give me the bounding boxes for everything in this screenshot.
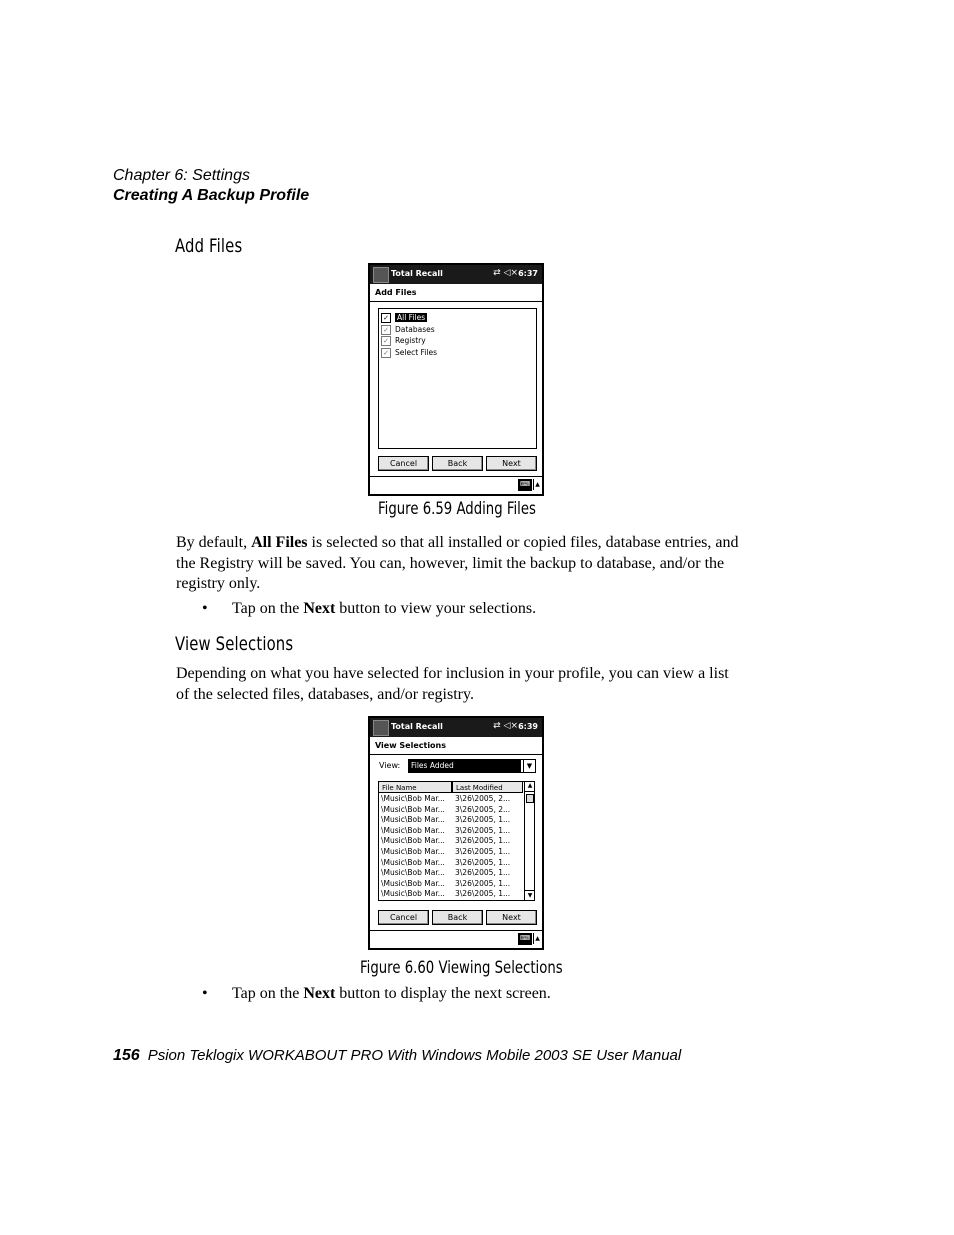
file-name-cell[interactable]: \Music\Bob Mar... xyxy=(381,825,445,835)
checkbox-icon[interactable]: ✓ xyxy=(381,325,391,335)
file-name-cell[interactable]: \Music\Bob Mar... xyxy=(381,847,445,856)
add-files-paragraph: By default, All Files is selected so that all installed or copied files, database entries, and the Registry will be saved. You can, however, limit the backup to database, and/or the registry only. xyxy=(176,534,739,592)
scroll-thumb[interactable] xyxy=(526,794,534,803)
last-modified-cell[interactable]: 3\26\2005, 1... xyxy=(455,889,511,899)
checkbox-icon[interactable]: ✓ xyxy=(381,348,391,358)
back-button[interactable]: Back xyxy=(432,910,483,925)
keyboard-icon[interactable]: ⌨ xyxy=(518,479,532,491)
last-modified-cell[interactable]: 3\26\2005, 1... xyxy=(455,847,511,856)
device-menu-bar xyxy=(370,930,542,948)
last-modified-cell[interactable]: 3\26\2005, 1... xyxy=(455,868,511,878)
checkbox-icon[interactable]: ✓ xyxy=(381,313,391,323)
file-name-cell[interactable]: \Music\Bob Mar... xyxy=(381,794,445,803)
backup-options-list xyxy=(378,308,537,449)
file-name-cell[interactable]: \Music\Bob Mar... xyxy=(381,868,445,878)
back-button[interactable]: Back xyxy=(432,456,483,471)
checkbox-icon[interactable]: ✓ xyxy=(381,336,391,346)
last-modified-cell[interactable]: 3\26\2005, 1... xyxy=(455,857,511,867)
next-button[interactable]: Next xyxy=(486,456,537,471)
view-label: View: xyxy=(379,761,401,770)
chevron-down-icon[interactable]: ▼ xyxy=(523,760,535,772)
scroll-down-icon[interactable]: ▼ xyxy=(525,890,535,901)
option-all-files[interactable]: ✓ All Files xyxy=(379,312,536,324)
screen-heading: View Selections xyxy=(370,737,542,755)
figure-caption-viewing-selections: Figure 6.60 Viewing Selections xyxy=(360,958,563,978)
option-registry[interactable]: ✓ Registry xyxy=(379,335,536,347)
device-title-bar xyxy=(370,718,542,737)
option-databases[interactable]: ✓ Databases xyxy=(379,324,536,336)
arrow-up-icon[interactable]: ▲ xyxy=(533,479,541,490)
page-footer xyxy=(113,1047,681,1065)
view-dropdown[interactable] xyxy=(408,759,536,773)
connectivity-volume-icon[interactable]: ⇄ ◁× xyxy=(493,268,518,278)
column-header-file-name[interactable]: File Name xyxy=(378,781,452,793)
connectivity-volume-icon[interactable]: ⇄ ◁× xyxy=(493,721,518,731)
column-header-last-modified[interactable]: Last Modified xyxy=(452,781,523,793)
last-modified-cell[interactable]: 3\26\2005, 1... xyxy=(455,878,511,888)
last-modified-cell[interactable]: 3\26\2005, 1... xyxy=(455,836,511,846)
file-name-cell[interactable]: \Music\Bob Mar... xyxy=(381,889,445,899)
app-title: Total Recall xyxy=(391,722,443,731)
device-menu-bar xyxy=(370,476,542,494)
file-name-cell[interactable]: \Music\Bob Mar... xyxy=(381,857,445,867)
view-dropdown-value: Files Added xyxy=(409,760,521,772)
last-modified-cell[interactable]: 3\26\2005, 2... xyxy=(455,794,511,803)
scroll-up-icon[interactable]: ▲ xyxy=(525,781,535,792)
view-selections-screenshot xyxy=(368,716,544,950)
view-selections-paragraph: Depending on what you have selected for inclusion in your profile, you can view a list of the selected files, databases, and/or registry. xyxy=(176,665,729,703)
chapter-header: Chapter 6: Settings xyxy=(113,167,250,184)
app-title: Total Recall xyxy=(391,269,443,278)
file-name-cell[interactable]: \Music\Bob Mar... xyxy=(381,878,445,888)
section-header: Creating A Backup Profile xyxy=(113,187,310,204)
windows-start-icon[interactable] xyxy=(373,720,389,736)
last-modified-cell[interactable]: 3\26\2005, 1... xyxy=(455,825,511,835)
view-selections-bullet: Tap on the Next button to display the next screen. xyxy=(232,985,551,1002)
windows-start-icon[interactable] xyxy=(373,267,389,283)
last-modified-cell[interactable]: 3\26\2005, 2... xyxy=(455,804,511,814)
file-name-cell[interactable]: \Music\Bob Mar... xyxy=(381,815,445,825)
cancel-button[interactable]: Cancel xyxy=(378,910,429,925)
next-button[interactable]: Next xyxy=(486,910,537,925)
file-name-cell[interactable]: \Music\Bob Mar... xyxy=(381,804,445,814)
view-selections-heading: View Selections xyxy=(175,633,294,655)
figure-caption-adding-files: Figure 6.59 Adding Files xyxy=(378,499,536,519)
add-files-heading: Add Files xyxy=(175,235,243,257)
option-select-files[interactable]: ✓ Select Files xyxy=(379,347,536,359)
clock[interactable]: 6:37 xyxy=(518,269,538,278)
device-title-bar xyxy=(370,265,542,284)
bullet-marker: • xyxy=(202,600,208,617)
clock[interactable]: 6:39 xyxy=(518,722,538,731)
page-number: 156 xyxy=(113,1047,140,1064)
last-modified-cell[interactable]: 3\26\2005, 1... xyxy=(455,815,511,825)
manual-title: Psion Teklogix WORKABOUT PRO With Windows Mobile 2003 SE User Manual xyxy=(147,1047,682,1064)
list-scrollbar[interactable] xyxy=(524,781,535,901)
arrow-up-icon[interactable]: ▲ xyxy=(533,933,541,944)
keyboard-icon[interactable]: ⌨ xyxy=(518,933,532,945)
cancel-button[interactable]: Cancel xyxy=(378,456,429,471)
file-name-cell[interactable]: \Music\Bob Mar... xyxy=(381,836,445,846)
add-files-bullet: Tap on the Next button to view your selections. xyxy=(232,600,537,617)
screen-heading: Add Files xyxy=(370,284,542,302)
add-files-screenshot xyxy=(368,263,544,496)
bullet-marker: • xyxy=(202,985,208,1002)
